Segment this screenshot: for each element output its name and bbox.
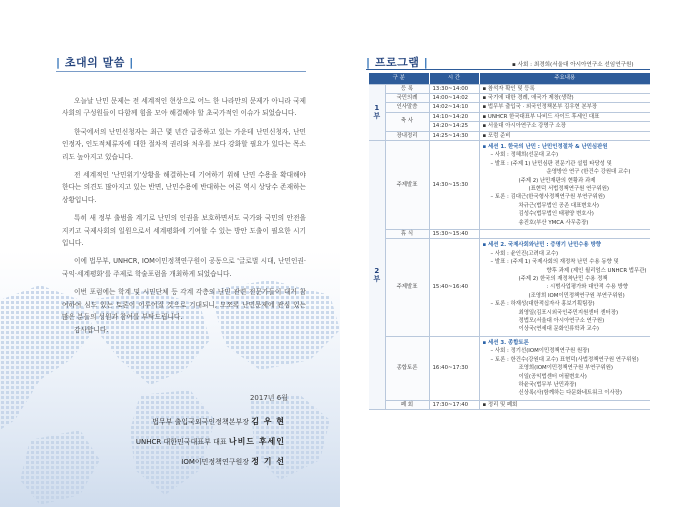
signatory-2: UNHCR 대한민국대표부 대표 나비드 후세인	[135, 437, 285, 446]
row-content	[479, 230, 650, 239]
session-line: 송진호(부산 YMCA 사무총장)	[518, 219, 589, 226]
session-line: – 사회 : 윤인진(고려대 교수)	[490, 250, 559, 257]
letter-paragraph: 이번 포럼에는 학계 및 시민단체 등 각계 각층의 난민 관련 전문가들이 대거 참여하여 심도 있는 토론이 이루어질 것으로 기대되니, 모쪼록 난민문제에 관심 있는 많은 분들의 성원과 참여를 부탁드립니다.	[62, 288, 306, 322]
row-time: 14:00~14:02	[429, 93, 479, 102]
table-row	[369, 112, 650, 121]
table-row	[369, 93, 650, 102]
session-line: 이일(공익법센터 어필변호사)	[518, 373, 587, 380]
row-content: ▪ 서울대 아시아연구소 강명구 소장	[479, 122, 650, 131]
letter-paragraph: 이에 법무부, UNHCR, IOM이민정책연구원이 공동으로 '글로벌 시대, 난민인권·국익·세계평화'를 주제로 학술포럼을 개최하게 되었습니다.	[62, 257, 306, 278]
session-line: – 사회 : 정혜희(선문대 교수)	[490, 152, 559, 159]
letter-paragraph: 감사합니다.	[74, 325, 109, 334]
session-line: 이상국(연세대 문화인류학과 교수)	[518, 326, 600, 333]
table-row	[369, 103, 650, 112]
session-line: – 토론 : 김대근(한국형사정책연구원 부연구위원)	[490, 194, 606, 201]
letter-paragraph: 한국에서의 난민신청자는 최근 몇 년간 급증하고 있는 가운데 난민신청자, 난민인정자, 인도적체류자에 대한 절차적 권리와 처우를 보다 강화할 필요가 있다는 목소리도 높아지고 있습니다.	[62, 127, 306, 161]
session-3-content	[479, 336, 650, 400]
row-time: 14:10~14:20	[429, 112, 479, 121]
row-time: 14:30~15:30	[429, 140, 479, 229]
row-time: 14:25~14:30	[429, 131, 479, 140]
session-line: 최영일(김포시외국인주민지원센터 센터장)	[518, 309, 619, 316]
row-time: 13:30~14:00	[429, 84, 479, 93]
session-line: – 토론 : 한건수(강원대 교수) 표현덕(사법정책연구원 연구위원)	[490, 356, 639, 363]
row-category: 인사말씀	[385, 103, 429, 112]
table-row	[369, 131, 650, 140]
letter-paragraph: 오늘날 난민 문제는 전 세계적인 현상으로 어느 한 나라만의 문제가 아니라 국제사회의 구성원들이 다함께 힘을 모아 해결해야 할 초국가적인 이슈가 되었습니다.	[62, 97, 306, 118]
row-category: 주제발표	[385, 140, 429, 229]
header-content: 주요내용	[479, 73, 650, 84]
row-content: ▪ UNHCR 한국대표부 나비드 사이드 후세인 대표	[479, 112, 650, 121]
session-line: (주제 2) 한국의 재정착난민 수용 정책	[518, 276, 608, 283]
row-category: 축 사	[385, 112, 429, 131]
header-time: 시 간	[429, 73, 479, 84]
table-row	[369, 84, 650, 93]
row-time: 15:40~16:40	[429, 239, 479, 336]
greeting-title: | 초대의 말씀 |	[56, 56, 134, 69]
table-row	[369, 336, 650, 400]
row-content: ▪ 참석자 확인 및 등록	[479, 84, 650, 93]
session-line: 하윤국(법무부 난민과장)	[518, 381, 577, 388]
session-line: 조영희(IOM이민정책연구원 부연구위원)	[518, 365, 614, 372]
row-time: 15:30~15:40	[429, 230, 479, 239]
table-row	[369, 400, 650, 409]
program-divider	[366, 69, 650, 70]
session-line: 향후 과제 (제인 윌리엄스 UNHCR 법무관)	[546, 267, 647, 274]
table-row	[369, 230, 650, 239]
signatory-1: 법무부 출입국외국인정책본부장 김 우 현	[152, 417, 285, 426]
session-line: 김성수(법무법인 태평양 변호사)	[518, 211, 594, 218]
part-2-label: 2부	[369, 140, 385, 409]
table-row	[369, 140, 650, 229]
session-line: – 사회 : 정기선(IOM이민정책연구원 원장)	[490, 348, 590, 355]
session-line: (조영희 IOM이민정책연구원 부연구위원)	[528, 292, 625, 299]
letter-paragraph: 특히 새 정부 출범을 계기로 난민의 인권을 보호하면서도 국가와 국민의 안전을 지키고 국제사회의 일원으로서 세계평화에 기여할 수 있는 방안 도출이 필요한 시기입니다.	[62, 214, 306, 248]
part-1-label: 1부	[369, 84, 385, 140]
session-2-content	[479, 239, 650, 336]
row-time: 16:40~17:30	[429, 336, 479, 400]
row-content: ▪ 국기에 대한 경례, 애국가 제창(생략)	[479, 93, 650, 102]
session-line: 운영방안 연구 (한건수 강원대 교수)	[546, 169, 631, 176]
row-category: 휴 식	[385, 230, 429, 239]
session-title: ▪ 세션 2. 국제사회와난민 : 증명기 난민수용 방향	[482, 242, 601, 249]
row-content: ▪ 정리 및 폐회	[479, 400, 650, 409]
session-line: (표현덕 서법정책연구원 연구위원)	[528, 185, 610, 192]
program-moderator: ▪ 사회 : 최경희(서울대 아시아연구소 선임연구원)	[512, 62, 634, 68]
row-content: ▪ 포럼 준비	[479, 131, 650, 140]
session-title: ▪ 세션 1. 한국의 난민 : 난민인정절차 & 난민심판원	[482, 143, 608, 150]
session-line: 신상록(사)함께하는 다문화네트워크 이사장)	[518, 390, 622, 397]
row-category: 종합토론	[385, 336, 429, 400]
row-time: 14:02~14:10	[429, 103, 479, 112]
row-category: 장내정리	[385, 131, 429, 140]
letter-paragraph: 전 세계적인 '난민위기'상황을 해결하는데 기여하기 위해 난민 수용을 확대해야 한다는 의견도 많아지고 있는 반면, 난민수용에 반대하는 여론 역시 상당수 존재하는 상황입니다.	[62, 171, 306, 204]
session-title: ▪ 세션 3. 종합토론	[482, 339, 529, 346]
signatory-3: IOM이민정책연구원장 정 기 선	[181, 457, 285, 466]
row-category: 주제발표	[385, 239, 429, 336]
session-line: : 시범사업평가와 대안적 수용 방향	[546, 284, 629, 291]
table-row	[369, 239, 650, 336]
row-category: 폐 회	[385, 400, 429, 409]
program-title: | 프로그램 |	[366, 56, 429, 69]
row-time: 14:20~14:25	[429, 122, 479, 131]
session-line: 정법모(서울대 아시아연구소 연구원)	[518, 318, 605, 325]
letter-date: 2017년 6월	[249, 394, 288, 402]
greeting-letter	[62, 95, 306, 336]
session-line: – 발표 : (주제 1) 난민심판 전문기관 설립 타당성 및	[490, 160, 612, 167]
session-line: – 발표 : (주제 1) 국제사회의 재정착 난민 수용 동향 및	[490, 259, 619, 266]
row-category: 국민의례	[385, 93, 429, 102]
row-content: ▪ 법무부 출입국 · 외국인정책본부 김우현 본부장	[479, 103, 650, 112]
session-line: – 토론 : 하재성(대한적십자사 홍보기획팀장)	[490, 301, 595, 308]
session-1-content	[479, 140, 650, 229]
header-category: 구 분	[369, 73, 429, 84]
row-category: 등 록	[385, 84, 429, 93]
table-header-row	[369, 73, 650, 84]
session-line: (주제 2) 난민재판의 현황과 과제	[518, 177, 596, 184]
greeting-divider	[56, 71, 306, 72]
program-table	[369, 73, 650, 410]
row-time: 17:30~17:40	[429, 400, 479, 409]
session-line: 차규근(법무법인 공존 대표변호사)	[518, 202, 600, 209]
